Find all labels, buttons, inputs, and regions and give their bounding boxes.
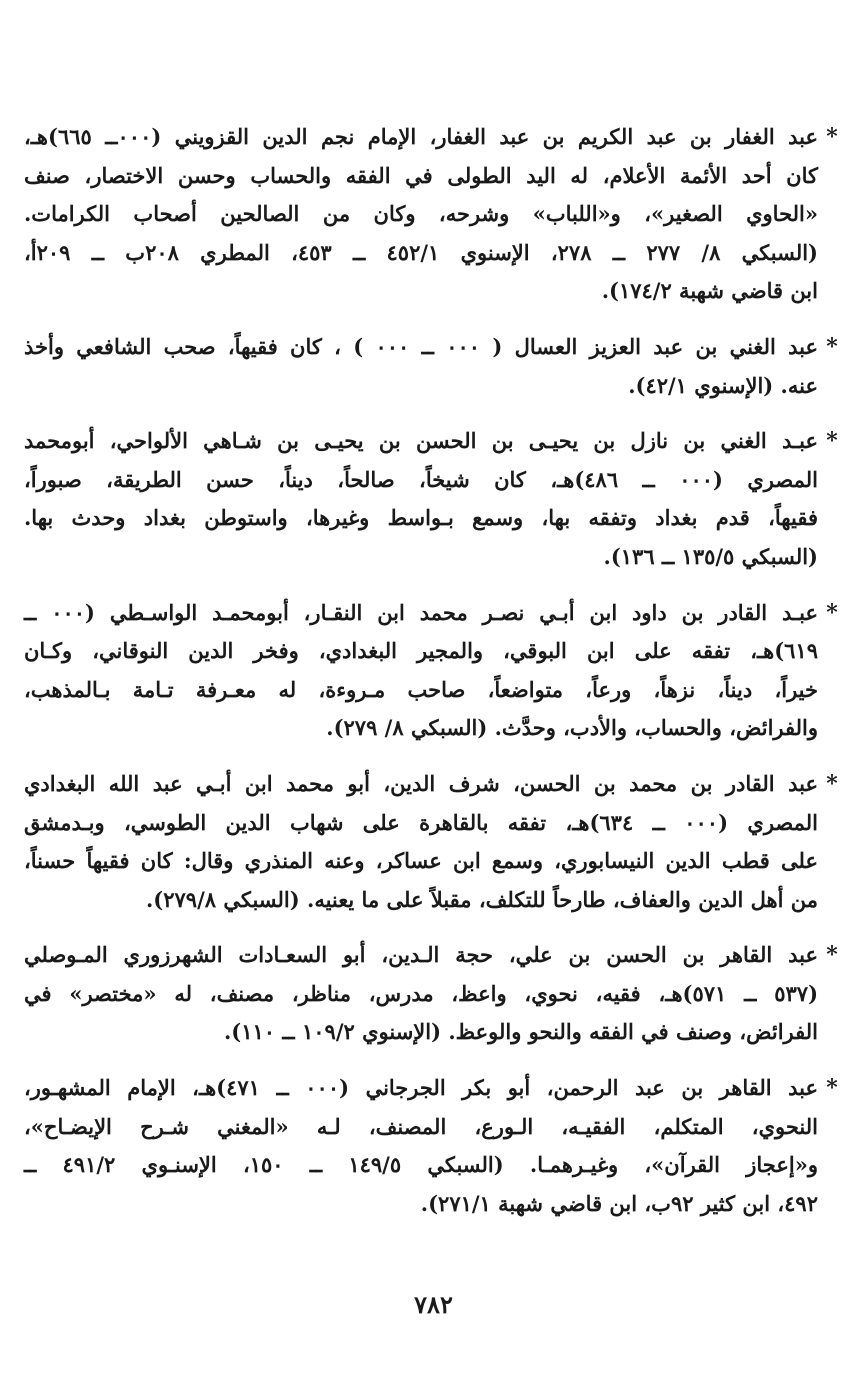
entry-text-line: عبد الغني بن عبد العزيز العسال ( ٠٠٠ ــ ٠٠٠ ) ، كان فقيهاً، صحب الشافعي وأخذ [24,333,818,359]
biography-entry [24,594,844,748]
entry-text-line: عبد الغفار بن عبد الكريم بن عبد الغفار، الإمام نجم الدين القزويني (٠٠٠ــ ٦٦٥)هـ، [24,124,818,149]
biography-entries [24,118,844,1240]
page-number: ٧٨٢ [414,1290,453,1319]
biography-entry [24,422,844,576]
entry-text-line: النحوي، المتكلم، الفقيـه، الـورع، المصنف، لـه «المغني شـرح الإيضـاح»، [24,1113,818,1139]
entry-asterisk-marker: * [826,124,838,150]
entry-text-line: و«إعجاز القرآن»، وغيـرهمـا. (السبكي ١٤٩/٥ ــ ١٥٠، الإسنـوي ٤٩١/٢ ــ [24,1152,818,1178]
entry-text-line: الفرائض، وصنف في الفقه والنحو والوعظ. (الإسنوي ١٠٩/٢ ــ ١١٠). [223,1019,818,1045]
entry-asterisk-marker: * [826,942,838,969]
entry-text-line: عبـد القادر بن داود ابن أبـي نصـر محمد ابن النقـار، أبومحمـد الواسـطي (٠٠٠ ــ [24,599,818,625]
entry-text-line: (٥٣٧ ــ ٥٧١)هـ، فقيه، نحوي، واعظ، مدرس، مناظر، مصنف، له «مختصر» في [24,980,819,1006]
entry-text-line: كان أحد الأئمة الأعلام، له اليد الطولى في الفقه والحساب وحسن الاختصار، صنف [24,162,818,188]
entry-text-line: فقيهاً، قدم بغداد وتفقه بها، وسمع بـواسط وغيرها، واستوطن بغداد وحدث بها. [24,505,818,531]
biography-entry [24,1069,844,1223]
biography-entry [24,936,844,1052]
entry-text-line: عنه. (الإسنوي ٤٢/١). [628,372,818,398]
entry-text-line: المصري (٠٠٠ ــ ٤٨٦)هـ، كان شيخاً، صالحاً، ديناً، حسن الطريقة، صبوراً، [24,466,818,492]
entry-asterisk-marker: * [826,333,838,360]
entry-asterisk-marker: * [826,599,838,626]
entry-text-line: والفرائض، والحساب، والأدب، وحدَّث. (السبكي ٨/ ٢٧٩). [326,715,818,741]
entry-text-line: خيراً، ديناً، نزهاً، ورعاً، متواضعاً، صاحب مـروءة، له معـرفة تـامة بـالمذهب، [24,676,818,702]
entry-asterisk-marker: * [826,770,838,797]
biography-entry [24,765,844,919]
entry-text-line: ٦١٩)هـ، تفقه على ابن البوقي، والمجير البغدادي، وفخر الدين النوقاني، وكـان [24,638,818,664]
biography-entry [24,118,844,311]
entry-asterisk-marker: * [826,428,838,455]
entry-text-line: عبـد الغني بن نازل بن يحيـى بن الحسن بن يحيـى بن شـاهي الألواحي، أبومحمد [24,428,818,454]
entry-text-line: «الحاوي الصغير»، و«اللباب» وشرحه، وكان من الصالحين أصحاب الكرامات. [24,201,818,227]
entry-text-line: من أهل الدين والعفاف، طارحاً للتكلف، مقبلاً على ما يعنيه. (السبكي ٢٧٩/٨). [146,886,818,912]
entry-text-line: عبد القاهر بن عبد الرحمن، أبو بكر الجرجاني (٠٠٠ ــ ٤٧١)هـ، الإمام المشهـور، [24,1075,818,1101]
biography-entry [24,328,844,405]
entry-text-line: ٤٩٢، ابن كثير ٩٢ب، ابن قاضي شهبة ٢٧١/١). [420,1190,818,1216]
entry-text-line: عبد القاهر بن الحسن بن علي، حجة الـدين، أبو السعـادات الشهرزوري المـوصلي [24,942,818,968]
entry-asterisk-marker: * [826,1075,838,1102]
entry-text-line: ابن قاضي شهبة ١٧٤/٢). [601,278,818,304]
entry-text-line: (السبكي ١٣٥/٥ ــ ١٣٦). [603,543,818,569]
entry-text-line: المصري (٠٠٠ ــ ٦٣٤)هـ، تفقه بالقاهرة على شهاب الدين الطوسي، وبـدمشق [24,809,818,835]
entry-text-line: (السبكي ٨/ ٢٧٧ ــ ٢٧٨، الإسنوي ٤٥٢/١ ــ ٤٥٣، المطري ٢٠٨ب ــ ٢٠٩أ، [24,239,818,265]
entry-text-line: على قطب الدين النيسابوري، وسمع ابن عساكر، وعنه المنذري وقال: كان فقيهاً حسناً، [24,848,818,874]
entry-text-line: عبد القادر بن محمد بن الحسن، شرف الدين، أبو محمد ابن أبـي عبد الله البغدادي [24,770,818,796]
